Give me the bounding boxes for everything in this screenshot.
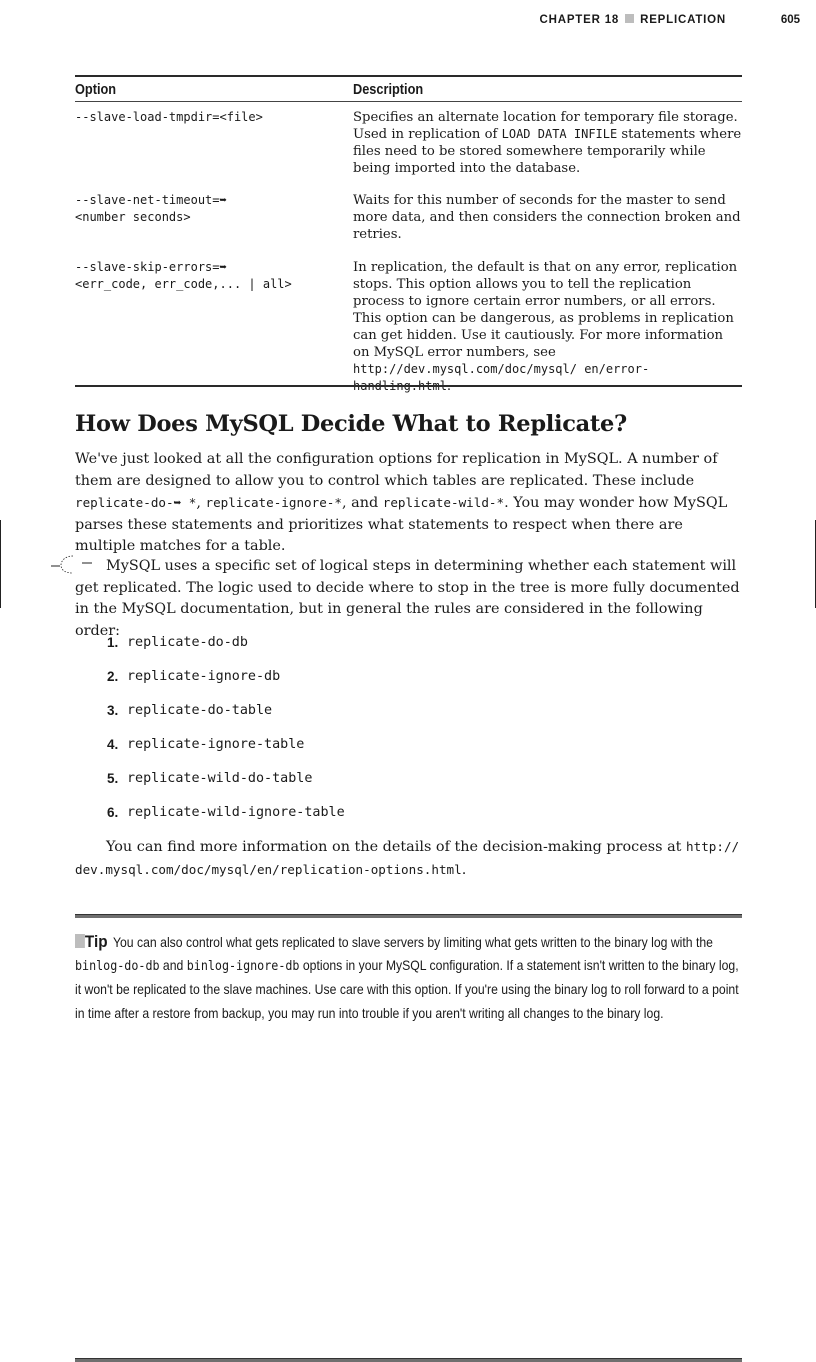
- option-description: In replication, the default is that on any error, replication stops. This option allows you to tell the replication process to ignore certain error numbers, or all errors. This option can be dangerous, as problems in replication can get hidden. Use it cautiously. For more information on MySQL error numbers, see http://dev.mysql.com/doc/mysql/ en/error-: [353, 259, 743, 395]
- list-item: 1. $^{replicate-do-db}$: [107, 635, 248, 650]
- paragraph: We've just looked at all the configuration options for replication in MySQL. A number of them are designed to allow you to control which tables are replicated. These include replicate-do-➥ *, replicate-ignore-*, and replicate-wild-*. You may wonder how MySQL parses these statements and prioritizes what statements to respect when there are multiple matches for a table.: [75, 451, 728, 554]
- inline-code: replicate-ignore-*: [205, 495, 342, 510]
- ordered-list: [107, 632, 345, 836]
- tip-text: Tip You can also control what gets replicated to slave servers by limiting what gets written to the binary log with the binlog-do-db and binlog-ignore-db options in your MySQL configuration. If a statement isn't written to the binary log, it won't be replicated to the slave machines. Use care with this option. If you're using the binary log to roll forward to a point in time after a restore from backup, you may run into trouble if you aren't writing all changes to the binary log.: [75, 932, 739, 1021]
- list-item: 2. $^{replicate-ignore-db}$: [107, 669, 281, 684]
- inline-code: LOAD DATA INFILE: [501, 127, 618, 141]
- column-header-option: Option: [75, 82, 117, 98]
- square-bullet-icon: [625, 14, 634, 23]
- option-name: --slave-load-tmpdir=<file>: [75, 110, 263, 124]
- link-url[interactable]: http:// dev.mysql.com/doc/mysql/en/replication-options.html: [75, 839, 740, 877]
- option-description: Waits for this number of seconds for the master to send more data, and then considers the connection broken and retries.: [353, 193, 741, 242]
- table-bottom-rule: [75, 385, 742, 387]
- list-item: 3. $^{replicate-do-table}$: [107, 703, 273, 718]
- list-item: 6. $^{replicate-wild-ignore-table}$: [107, 805, 345, 820]
- running-head: [0, 12, 800, 30]
- section-title: REPLICATION: [640, 14, 726, 26]
- tip-bottom-rule: [75, 1358, 742, 1362]
- paragraph: MySQL uses a specific set of logical steps in determining whether each statement will get replicated. The logic used to decide where to stop in the tree is more fully documented in the MySQL documentation, but in general the rules are considered in the following order:: [75, 558, 740, 639]
- paragraph: You can find more information on the details of the decision-making process at http:// dev.mysql.com/doc/mysql/en/replication-options.html.: [75, 839, 740, 878]
- list-item: 5. $^{replicate-wild-do-table}$: [107, 771, 313, 786]
- page-number: 605: [780, 14, 800, 26]
- page-edge-left: [0, 520, 1, 608]
- column-header-description: Description: [353, 82, 424, 98]
- list-item: 4. $^{replicate-ignore-table}$: [107, 737, 305, 752]
- option-description: Specifies an alternate location for temporary file storage. Used in replication of LOAD DATA INFILE statements where files need to be stored somewhere temporarily while being imported into the database.: [353, 110, 742, 176]
- tip-label: Tip: [84, 932, 108, 951]
- options-table: [75, 75, 742, 376]
- chapter-title: [540, 14, 726, 26]
- option-name: --slave-skip-errors=➥ <err_code, err_code,... | all>: [75, 260, 292, 291]
- inline-code: binlog-ignore-db: [186, 959, 300, 975]
- tip-box: [75, 914, 742, 1021]
- option-name: --slave-net-timeout=➥ <number seconds>: [75, 193, 227, 224]
- table-header: [75, 77, 742, 102]
- section-heading: How Does MySQL Decide What to Replicate?: [75, 411, 627, 437]
- inline-code: binlog-do-db: [75, 959, 160, 975]
- inline-code: replicate-wild-*: [382, 495, 505, 510]
- chapter-number: CHAPTER 18: [539, 14, 620, 26]
- inline-code: replicate-do-➥ *: [75, 495, 197, 510]
- link-url[interactable]: http://dev.mysql.com/doc/mysql/ en/error-: [353, 362, 650, 376]
- tip-top-rule: [75, 914, 742, 918]
- tip-square-icon: [75, 934, 85, 948]
